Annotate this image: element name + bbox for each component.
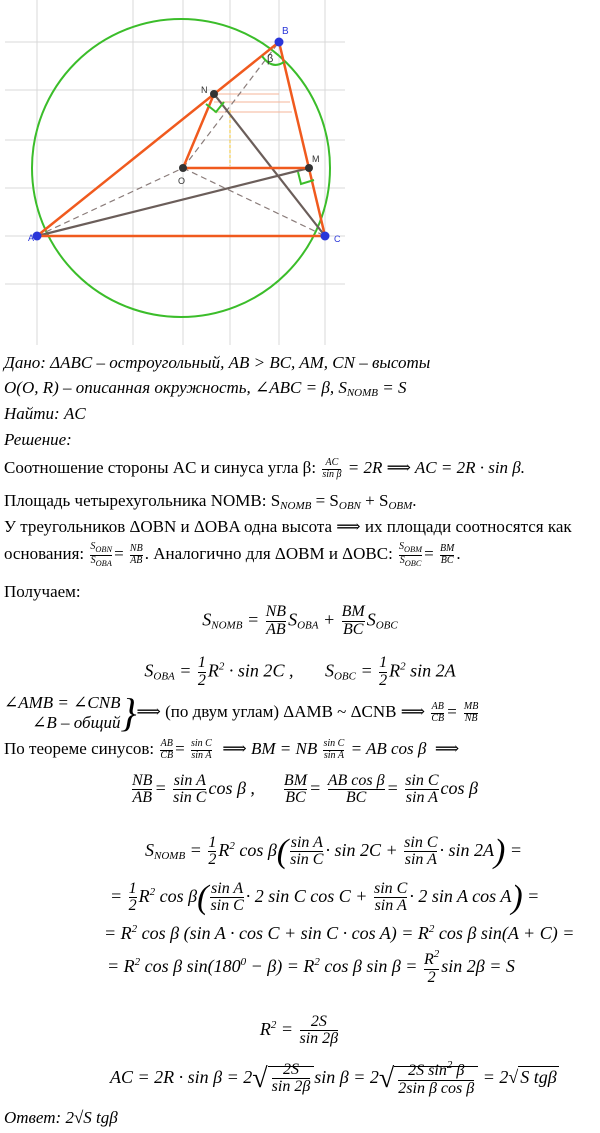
label-beta: β xyxy=(267,53,274,65)
solution-heading: Решение: xyxy=(4,430,72,449)
formula-r2: $R^2$ = $\frac{2S}{\sin 2\beta}$ xyxy=(259,1012,339,1048)
point-o xyxy=(179,164,187,172)
label-n: N xyxy=(201,85,208,95)
derivation-line-3: = $R^2$ cos β (sin $A \cdot \cos C + \sin C \cdot \cos A) = R^2$ cos β sin(A + C) = xyxy=(104,923,575,943)
label-m: M xyxy=(312,154,320,164)
similarity-line: ∠AMB = ∠CNB ∠B – общий }⟹ (по двум углам) ΔAMB ~ ΔCNB ⟹ $\frac{AB}{CB}$ = $\frac{MB}{NB}$ xyxy=(4,690,479,735)
sine-rule-line: Соотношение стороны AC и синуса угла β: $\frac{AC}{\text{sin β}}$ = 2R ⟹ AC = 2R · sin β. xyxy=(4,457,526,480)
label-b: B xyxy=(282,26,289,37)
formula-s-nomb: $S_{NOMB}$ = $\frac{NB}{AB}$ $S_{OBA}$ + $\frac{BM}{BC}$ $S_{OBC}$ xyxy=(202,603,398,638)
label-c: C xyxy=(334,234,341,244)
sines-line: По теореме синусов: $\frac{AB}{CB}$ = $\frac{\text{sin C}}{\text{sin A}}$ ⟹ BM = NB $\frac{\text{sin C}}{\text{sin A}}$ = AB cos β ⟹ xyxy=(4,738,460,761)
given-line: Дано: ΔABC – остроугольный, AB > BC, AM, CN – высоты xyxy=(4,353,431,372)
area-line: Площадь четырехугольника NOMB: $S_{NOMB} = S_{OBN} + S_{OBM}$. xyxy=(4,491,417,512)
ratio-line-1: У треугольников ΔOBN и ΔOBA одна высота ⟹ их площади соотносятся как xyxy=(4,517,572,536)
derivation-line-4: = $R^2$ cos β $\sin(180^0 - \beta) = R^2$ cos β sin β = $\frac{R^2}{2}$ sin 2β = S xyxy=(107,948,515,986)
final-formula: AC = 2R · sin β = 2√ $\frac{2S}{\sin 2\beta}$ sin β = 2√ $\frac{2S \sin^2 \beta}{\text{2sin β cos β}}$ = 2√ S tgβ xyxy=(110,1059,557,1097)
ratio-line-2: основания: $\frac{S_{OBN}}{S_{OBA}}$ = $\frac{NB}{AB}$ . Аналогично для ΔOBM и ΔOBC: $\frac{S_{OBM}}{S_{OBC}}$ = $\frac{BM}{BC}$ . xyxy=(4,540,461,568)
derivation-line-2: = $\frac{1}{2}$ $R^2$ cos β( $\frac{\text{sin A}}{\text{sin C}}$ · 2 sin C cos C + $\frac{\text{sin C}}{\text{sin A}}$ · 2 sin A cos A) = xyxy=(110,878,540,916)
ratios-line: $\frac{NB}{AB}$ = $\frac{\text{sin A}}{\text{sin C}}$ cos β , $\frac{BM}{BC}$ = $\frac{\text{AB cos β}}{BC}$ = $\frac{\text{sin C}}{\text{sin A}}$ cos β xyxy=(132,771,478,807)
derivation-line-1: $S_{NOMB}$ = $\frac{1}{2}$ $R^2$ cos β( $\frac{\text{sin A}}{\text{sin C}}$ · sin 2C + $\frac{\text{sin C}}{\text{sin A}}$ · sin 2A) = xyxy=(145,832,522,870)
point-m xyxy=(305,164,313,172)
label-o: O xyxy=(178,176,186,186)
circle-line: O(O, R) – описанная окружность, ∠ABC = β, $S_{NOMB} = S$ xyxy=(4,378,407,399)
label-a: A xyxy=(28,233,35,243)
formula-areas: $S_{OBA}$ = $\frac{1}{2}$ $R^2 \cdot \sin 2C$ , $S_{OBC}$ = $\frac{1}{2}$ $R^2$ sin 2A xyxy=(144,654,456,689)
point-b xyxy=(275,38,284,47)
point-c xyxy=(321,232,330,241)
triangle-abc xyxy=(37,42,325,236)
geometry-figure xyxy=(0,0,600,345)
answer-line: Ответ: 2√S tgβ xyxy=(4,1108,118,1127)
find-line: Найти: AC xyxy=(4,404,86,423)
get-heading: Получаем: xyxy=(4,582,81,601)
dashed-lines xyxy=(37,42,325,236)
point-n xyxy=(210,90,218,98)
